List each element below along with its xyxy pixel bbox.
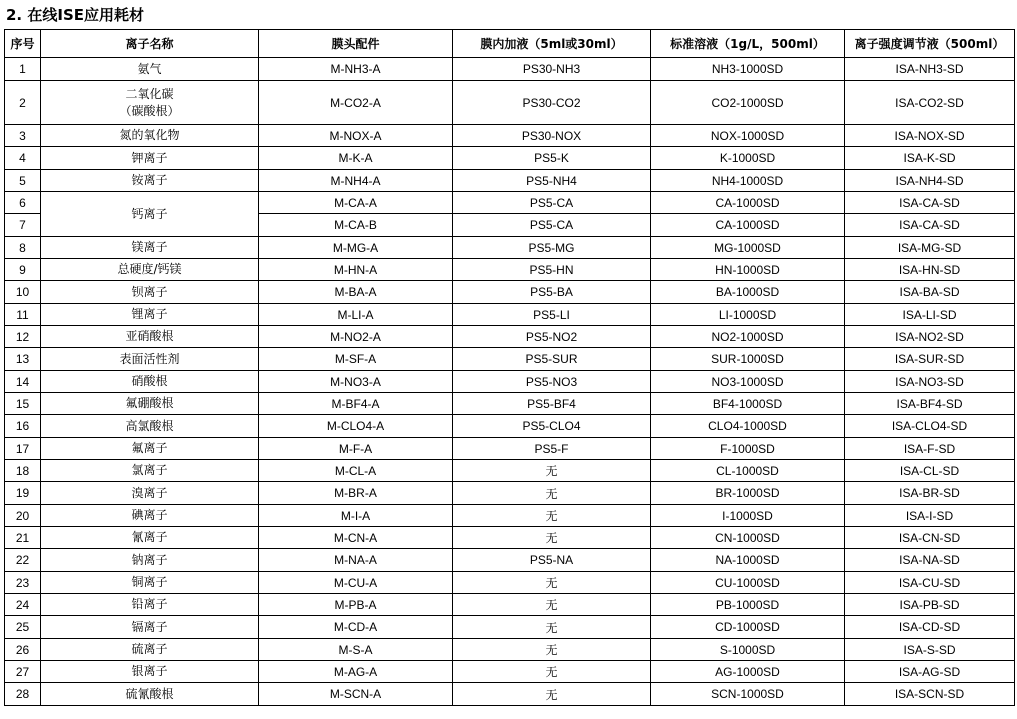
standard-solution: SUR-1000SD [651, 348, 845, 371]
fill-solution: 无 [453, 616, 651, 639]
fill-solution: PS5-NO3 [453, 371, 651, 393]
isa-solution: ISA-K-SD [845, 147, 1015, 170]
membrane-part: M-SCN-A [259, 683, 453, 706]
membrane-part: M-CA-A [259, 192, 453, 214]
isa-solution: ISA-CLO4-SD [845, 415, 1015, 438]
ion-name [41, 683, 259, 706]
fill-solution: 无 [453, 505, 651, 527]
standard-solution: K-1000SD [651, 147, 845, 170]
isa-solution: ISA-NH3-SD [845, 58, 1015, 81]
ion-name-line: 高氯酸根 [125, 418, 174, 433]
ion-name-line: 铜离子 [131, 575, 168, 589]
fill-solution: PS5-NA [453, 549, 651, 572]
ion-name-line: 钠离子 [131, 552, 168, 567]
membrane-part: M-CD-A [259, 616, 453, 639]
fill-solution: PS5-K [453, 147, 651, 170]
ion-name-line: 银离子 [131, 664, 168, 678]
header-fill-solution: 膜内加液（5ml或30ml） [453, 30, 651, 58]
isa-solution: ISA-BR-SD [845, 482, 1015, 505]
row-index: 2 [5, 81, 41, 125]
row-index: 22 [5, 549, 41, 572]
table-row [5, 482, 1015, 505]
ion-name [41, 527, 259, 549]
table-body [5, 58, 1015, 706]
row-index: 25 [5, 616, 41, 639]
membrane-part: M-NOX-A [259, 125, 453, 147]
isa-solution: ISA-LI-SD [845, 304, 1015, 326]
standard-solution: CN-1000SD [651, 527, 845, 549]
ion-name-line: 铵离子 [131, 173, 168, 187]
standard-solution: NH3-1000SD [651, 58, 845, 81]
ion-name-line: 氮的氧化物 [119, 128, 180, 142]
table-row [5, 460, 1015, 482]
fill-solution: PS5-SUR [453, 348, 651, 371]
standard-solution: CO2-1000SD [651, 81, 845, 125]
membrane-part: M-CLO4-A [259, 415, 453, 438]
ion-name-line: 钙离子 [131, 206, 168, 221]
ion-name [41, 81, 259, 125]
ion-name [41, 616, 259, 639]
table-row [5, 147, 1015, 170]
row-index: 15 [5, 393, 41, 415]
ion-name [41, 460, 259, 482]
table-row [5, 549, 1015, 572]
header-membrane: 膜头配件 [259, 30, 453, 58]
standard-solution: F-1000SD [651, 438, 845, 460]
ion-name [41, 192, 259, 237]
row-index: 7 [5, 214, 41, 237]
ion-name-line: 亚硝酸根 [125, 329, 174, 343]
membrane-part: M-MG-A [259, 237, 453, 259]
isa-solution: ISA-CL-SD [845, 460, 1015, 482]
isa-solution: ISA-SUR-SD [845, 348, 1015, 371]
table-row [5, 326, 1015, 348]
row-index: 26 [5, 639, 41, 661]
row-index: 12 [5, 326, 41, 348]
standard-solution: CL-1000SD [651, 460, 845, 482]
standard-solution: MG-1000SD [651, 237, 845, 259]
fill-solution: 无 [453, 639, 651, 661]
fill-solution: PS5-CA [453, 214, 651, 237]
ion-name-line: 铅离子 [131, 597, 168, 611]
fill-solution: PS5-LI [453, 304, 651, 326]
ion-name [41, 639, 259, 661]
isa-solution: ISA-AG-SD [845, 661, 1015, 683]
table-row [5, 304, 1015, 326]
row-index: 9 [5, 259, 41, 281]
fill-solution: PS30-NOX [453, 125, 651, 147]
standard-solution: CA-1000SD [651, 214, 845, 237]
ion-name [41, 438, 259, 460]
page-title: 2. 在线ISE应用耗材 [6, 6, 144, 24]
row-index: 4 [5, 147, 41, 170]
ion-name [41, 371, 259, 393]
membrane-part: M-PB-A [259, 594, 453, 616]
header-ion-name: 离子名称 [41, 30, 259, 58]
table-row [5, 281, 1015, 304]
table-row [5, 661, 1015, 683]
header-index: 序号 [5, 30, 41, 58]
fill-solution: PS5-NH4 [453, 170, 651, 192]
isa-solution: ISA-NO3-SD [845, 371, 1015, 393]
fill-solution: PS30-NH3 [453, 58, 651, 81]
ion-name-line: 总硬度/钙镁 [117, 262, 182, 276]
membrane-part: M-NA-A [259, 549, 453, 572]
row-index: 16 [5, 415, 41, 438]
ion-name-line: 氯离子 [131, 463, 168, 477]
standard-solution: BF4-1000SD [651, 393, 845, 415]
ion-name-line: 硫离子 [131, 642, 168, 656]
table-row [5, 527, 1015, 549]
isa-solution: ISA-SCN-SD [845, 683, 1015, 706]
standard-solution: BA-1000SD [651, 281, 845, 304]
table-row [5, 348, 1015, 371]
isa-solution: ISA-NO2-SD [845, 326, 1015, 348]
ion-name [41, 304, 259, 326]
ion-name [41, 237, 259, 259]
ion-name [41, 661, 259, 683]
table-row [5, 393, 1015, 415]
standard-solution: PB-1000SD [651, 594, 845, 616]
table-row [5, 594, 1015, 616]
row-index: 8 [5, 237, 41, 259]
fill-solution: PS5-CLO4 [453, 415, 651, 438]
standard-solution: S-1000SD [651, 639, 845, 661]
membrane-part: M-NH4-A [259, 170, 453, 192]
row-index: 1 [5, 58, 41, 81]
fill-solution: 无 [453, 683, 651, 706]
standard-solution: BR-1000SD [651, 482, 845, 505]
membrane-part: M-I-A [259, 505, 453, 527]
isa-solution: ISA-PB-SD [845, 594, 1015, 616]
ion-name [41, 549, 259, 572]
fill-solution: 无 [453, 594, 651, 616]
isa-solution: ISA-I-SD [845, 505, 1015, 527]
membrane-part: M-LI-A [259, 304, 453, 326]
ion-name [41, 259, 259, 281]
membrane-part: M-CU-A [259, 572, 453, 594]
ion-name-line: 钡离子 [131, 284, 168, 299]
fill-solution: PS5-MG [453, 237, 651, 259]
ion-name [41, 505, 259, 527]
ion-name [41, 348, 259, 371]
membrane-part: M-NO2-A [259, 326, 453, 348]
header-isa: 离子强度调节液（500ml） [845, 30, 1015, 58]
membrane-part: M-NH3-A [259, 58, 453, 81]
membrane-part: M-NO3-A [259, 371, 453, 393]
fill-solution: PS5-NO2 [453, 326, 651, 348]
membrane-part: M-BR-A [259, 482, 453, 505]
table-row [5, 639, 1015, 661]
membrane-part: M-CL-A [259, 460, 453, 482]
standard-solution: SCN-1000SD [651, 683, 845, 706]
ion-name [41, 125, 259, 147]
ion-name [41, 58, 259, 81]
isa-solution: ISA-CA-SD [845, 192, 1015, 214]
ion-name [41, 594, 259, 616]
row-index: 13 [5, 348, 41, 371]
fill-solution: PS5-BF4 [453, 393, 651, 415]
ion-name-line: 镁离子 [131, 240, 168, 254]
table-row [5, 192, 1015, 214]
standard-solution: LI-1000SD [651, 304, 845, 326]
standard-solution: NH4-1000SD [651, 170, 845, 192]
membrane-part: M-CN-A [259, 527, 453, 549]
standard-solution: CA-1000SD [651, 192, 845, 214]
table-row [5, 616, 1015, 639]
table-header-row [5, 30, 1015, 58]
membrane-part: M-K-A [259, 147, 453, 170]
ion-name-line: 氰离子 [131, 530, 168, 544]
row-index: 19 [5, 482, 41, 505]
fill-solution: 无 [453, 572, 651, 594]
fill-solution: PS30-CO2 [453, 81, 651, 125]
row-index: 3 [5, 125, 41, 147]
ion-name-line: 氟离子 [131, 441, 168, 455]
table-row [5, 438, 1015, 460]
row-index: 6 [5, 192, 41, 214]
standard-solution: NO3-1000SD [651, 371, 845, 393]
membrane-part: M-HN-A [259, 259, 453, 281]
ion-name-line: 钾离子 [131, 150, 168, 165]
standard-solution: NOX-1000SD [651, 125, 845, 147]
ion-name-line: 氨气 [137, 61, 162, 76]
standard-solution: HN-1000SD [651, 259, 845, 281]
fill-solution: 无 [453, 482, 651, 505]
membrane-part: M-BA-A [259, 281, 453, 304]
standard-solution: CLO4-1000SD [651, 415, 845, 438]
ion-name [41, 170, 259, 192]
standard-solution: NO2-1000SD [651, 326, 845, 348]
ion-name-line: 氟硼酸根 [125, 396, 174, 410]
table-row [5, 505, 1015, 527]
standard-solution: AG-1000SD [651, 661, 845, 683]
standard-solution: NA-1000SD [651, 549, 845, 572]
table-row [5, 415, 1015, 438]
fill-solution: 无 [453, 527, 651, 549]
consumables-table [4, 29, 1015, 706]
ion-name [41, 393, 259, 415]
table-row [5, 572, 1015, 594]
table-row [5, 170, 1015, 192]
membrane-part: M-S-A [259, 639, 453, 661]
ion-name [41, 415, 259, 438]
isa-solution: ISA-CU-SD [845, 572, 1015, 594]
table-row [5, 371, 1015, 393]
isa-solution: ISA-F-SD [845, 438, 1015, 460]
ion-name-line: 锂离子 [131, 307, 168, 321]
fill-solution: 无 [453, 661, 651, 683]
ion-name-line: 硫氰酸根 [125, 686, 174, 701]
ion-name [41, 572, 259, 594]
standard-solution: CU-1000SD [651, 572, 845, 594]
ion-name-line: 镉离子 [131, 619, 168, 634]
isa-solution: ISA-NH4-SD [845, 170, 1015, 192]
table-row [5, 58, 1015, 81]
row-index: 27 [5, 661, 41, 683]
ion-name-line: 表面活性剂 [119, 351, 180, 366]
row-index: 11 [5, 304, 41, 326]
row-index: 5 [5, 170, 41, 192]
row-index: 18 [5, 460, 41, 482]
isa-solution: ISA-S-SD [845, 639, 1015, 661]
ion-name [41, 147, 259, 170]
isa-solution: ISA-NA-SD [845, 549, 1015, 572]
row-index: 23 [5, 572, 41, 594]
ion-name-line: 碘离子 [131, 508, 168, 522]
row-index: 10 [5, 281, 41, 304]
membrane-part: M-AG-A [259, 661, 453, 683]
ion-name [41, 326, 259, 348]
row-index: 21 [5, 527, 41, 549]
ion-name-line: 溴离子 [131, 485, 168, 500]
isa-solution: ISA-BA-SD [845, 281, 1015, 304]
standard-solution: I-1000SD [651, 505, 845, 527]
membrane-part: M-CO2-A [259, 81, 453, 125]
row-index: 24 [5, 594, 41, 616]
standard-solution: CD-1000SD [651, 616, 845, 639]
table-row [5, 125, 1015, 147]
fill-solution: PS5-HN [453, 259, 651, 281]
isa-solution: ISA-NOX-SD [845, 125, 1015, 147]
row-index: 20 [5, 505, 41, 527]
isa-solution: ISA-CO2-SD [845, 81, 1015, 125]
membrane-part: M-SF-A [259, 348, 453, 371]
row-index: 28 [5, 683, 41, 706]
isa-solution: ISA-CD-SD [845, 616, 1015, 639]
membrane-part: M-F-A [259, 438, 453, 460]
fill-solution: 无 [453, 460, 651, 482]
isa-solution: ISA-BF4-SD [845, 393, 1015, 415]
ion-name-line: （碳酸根） [119, 103, 180, 118]
fill-solution: PS5-CA [453, 192, 651, 214]
ion-name [41, 482, 259, 505]
isa-solution: ISA-CA-SD [845, 214, 1015, 237]
isa-solution: ISA-MG-SD [845, 237, 1015, 259]
isa-solution: ISA-HN-SD [845, 259, 1015, 281]
membrane-part: M-BF4-A [259, 393, 453, 415]
row-index: 17 [5, 438, 41, 460]
ion-name [41, 281, 259, 304]
table-row [5, 237, 1015, 259]
table-row [5, 259, 1015, 281]
table-row [5, 683, 1015, 706]
membrane-part: M-CA-B [259, 214, 453, 237]
table-row [5, 81, 1015, 125]
isa-solution: ISA-CN-SD [845, 527, 1015, 549]
ion-name-line: 硝酸根 [131, 374, 168, 388]
ion-name-line: 二氧化碳 [125, 86, 174, 101]
header-standard-solution: 标准溶液（1g/L，500ml） [651, 30, 845, 58]
fill-solution: PS5-F [453, 438, 651, 460]
row-index: 14 [5, 371, 41, 393]
fill-solution: PS5-BA [453, 281, 651, 304]
